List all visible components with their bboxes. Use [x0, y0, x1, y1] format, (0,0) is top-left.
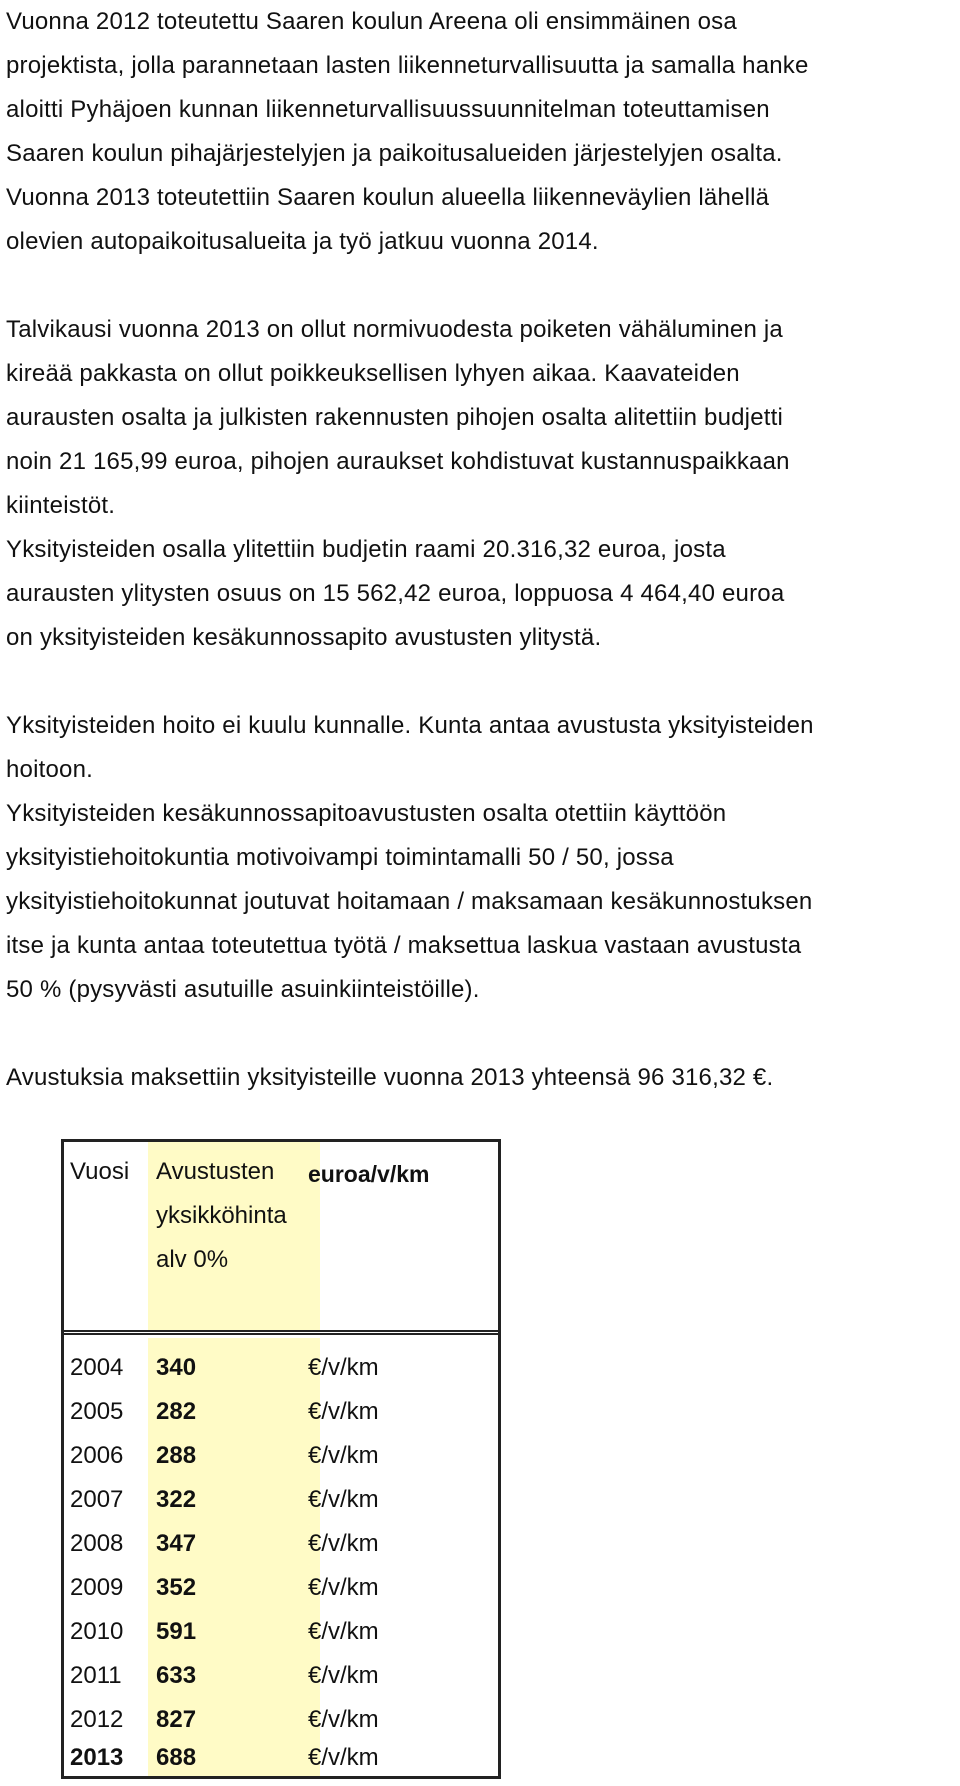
cell-value: 827 [156, 1706, 197, 1733]
cell-unit: €/v/km [308, 1618, 379, 1645]
table-row [64, 1566, 498, 1610]
paragraph-gap [6, 264, 954, 308]
cell-year: 2004 [70, 1354, 124, 1381]
subsidy-table [61, 1139, 501, 1779]
header-unit-price-line: alv 0% [156, 1246, 229, 1273]
cell-unit: €/v/km [308, 1662, 379, 1689]
text-line: Talvikausi vuonna 2013 on ollut normivuodesta poiketen vähäluminen ja [6, 316, 783, 343]
header-unit-price-line: yksikköhinta [156, 1202, 287, 1229]
text-line: 50 % (pysyvästi asutuille asuinkiinteistöille). [6, 976, 480, 1003]
paragraph-yksityistiet [6, 704, 954, 1012]
table-row [64, 1390, 498, 1434]
cell-unit: €/v/km [308, 1530, 379, 1557]
text-line: yksityistiehoitokunnat joutuvat hoitamaan / maksamaan kesäkunnostuksen [6, 888, 813, 915]
text-line: olevien autopaikoitusalueita ja työ jatkuu vuonna 2014. [6, 228, 599, 255]
text-line: Avustuksia maksettiin yksityisteille vuonna 2013 yhteensä 96 316,32 €. [6, 1064, 774, 1091]
header-year: Vuosi [70, 1158, 130, 1185]
cell-unit: €/v/km [308, 1354, 379, 1381]
cell-unit: €/v/km [308, 1574, 379, 1601]
cell-value: 282 [156, 1398, 197, 1425]
cell-unit: €/v/km [308, 1442, 379, 1469]
text-line: Yksityisteiden osalla ylitettiin budjetin raami 20.316,32 euroa, josta [6, 536, 726, 563]
cell-value: 688 [156, 1744, 197, 1771]
cell-value: 591 [156, 1618, 197, 1645]
text-line: kireää pakkasta on ollut poikkeuksellisen lyhyen aikaa. Kaavateiden [6, 360, 740, 387]
text-line: aloitti Pyhäjoen kunnan liikenneturvallisuussuunnitelman toteuttamisen [6, 96, 770, 123]
cell-year: 2013 [70, 1744, 124, 1771]
header-unit-price [156, 1150, 316, 1282]
cell-year: 2007 [70, 1486, 124, 1513]
paragraph-talvikausi [6, 308, 954, 660]
text-line: projektista, jolla parannetaan lasten liikenneturvallisuutta ja samalla hanke [6, 52, 809, 79]
paragraph-areena [6, 0, 954, 264]
paragraph-avustukset [6, 1056, 954, 1100]
header-unit: euroa/v/km [308, 1161, 430, 1187]
text-line: Yksityisteiden hoito ei kuulu kunnalle. Kunta antaa avustusta yksityisteiden [6, 712, 814, 739]
text-line: yksityistiehoitokuntia motivoivampi toimintamalli 50 / 50, jossa [6, 844, 674, 871]
cell-unit: €/v/km [308, 1706, 379, 1733]
text-line: kiinteistöt. [6, 492, 116, 519]
cell-value: 322 [156, 1486, 197, 1513]
cell-value: 352 [156, 1574, 197, 1601]
header-unit-price-line: Avustusten [156, 1158, 275, 1185]
cell-value: 633 [156, 1662, 197, 1689]
cell-year: 2008 [70, 1530, 124, 1557]
text-line: aurausten ylitysten osuus on 15 562,42 euroa, loppuosa 4 464,40 euroa [6, 580, 785, 607]
text-line: Vuonna 2013 toteutettiin Saaren koulun alueella liikenneväylien lähellä [6, 184, 770, 211]
text-line: hoitoon. [6, 756, 94, 783]
table-row [64, 1610, 498, 1654]
table-row [64, 1654, 498, 1698]
paragraph-gap [6, 660, 954, 704]
cell-year: 2012 [70, 1706, 124, 1733]
cell-unit: €/v/km [308, 1398, 379, 1425]
text-line: Saaren koulun pihajärjestelyjen ja paikoitusalueiden järjestelyjen osalta. [6, 140, 783, 167]
text-line: noin 21 165,99 euroa, pihojen auraukset kohdistuvat kustannuspaikkaan [6, 448, 790, 475]
paragraph-gap [6, 1012, 954, 1056]
cell-year: 2006 [70, 1442, 124, 1469]
text-line: Vuonna 2012 toteutettu Saaren koulun Areena oli ensimmäinen osa [6, 8, 737, 35]
cell-year: 2010 [70, 1618, 124, 1645]
table-row [64, 1478, 498, 1522]
cell-year: 2005 [70, 1398, 124, 1425]
table-row [64, 1736, 498, 1780]
cell-year: 2011 [70, 1662, 122, 1689]
table-row [64, 1434, 498, 1478]
cell-value: 347 [156, 1530, 197, 1557]
text-line: on yksityisteiden kesäkunnossapito avustusten ylitystä. [6, 624, 602, 651]
text-line: itse ja kunta antaa toteutettua työtä / maksettua laskua vastaan avustusta [6, 932, 802, 959]
cell-value: 340 [156, 1354, 197, 1381]
cell-value: 288 [156, 1442, 197, 1469]
cell-unit: €/v/km [308, 1744, 379, 1771]
header-double-rule [64, 1330, 498, 1335]
document-body [6, 0, 954, 1100]
text-line: Yksityisteiden kesäkunnossapitoavustusten osalta otettiin käyttöön [6, 800, 727, 827]
cell-unit: €/v/km [308, 1486, 379, 1513]
table-row [64, 1346, 498, 1390]
text-line: aurausten osalta ja julkisten rakennusten pihojen osalta alitettiin budjetti [6, 404, 784, 431]
table-row [64, 1522, 498, 1566]
cell-year: 2009 [70, 1574, 124, 1601]
